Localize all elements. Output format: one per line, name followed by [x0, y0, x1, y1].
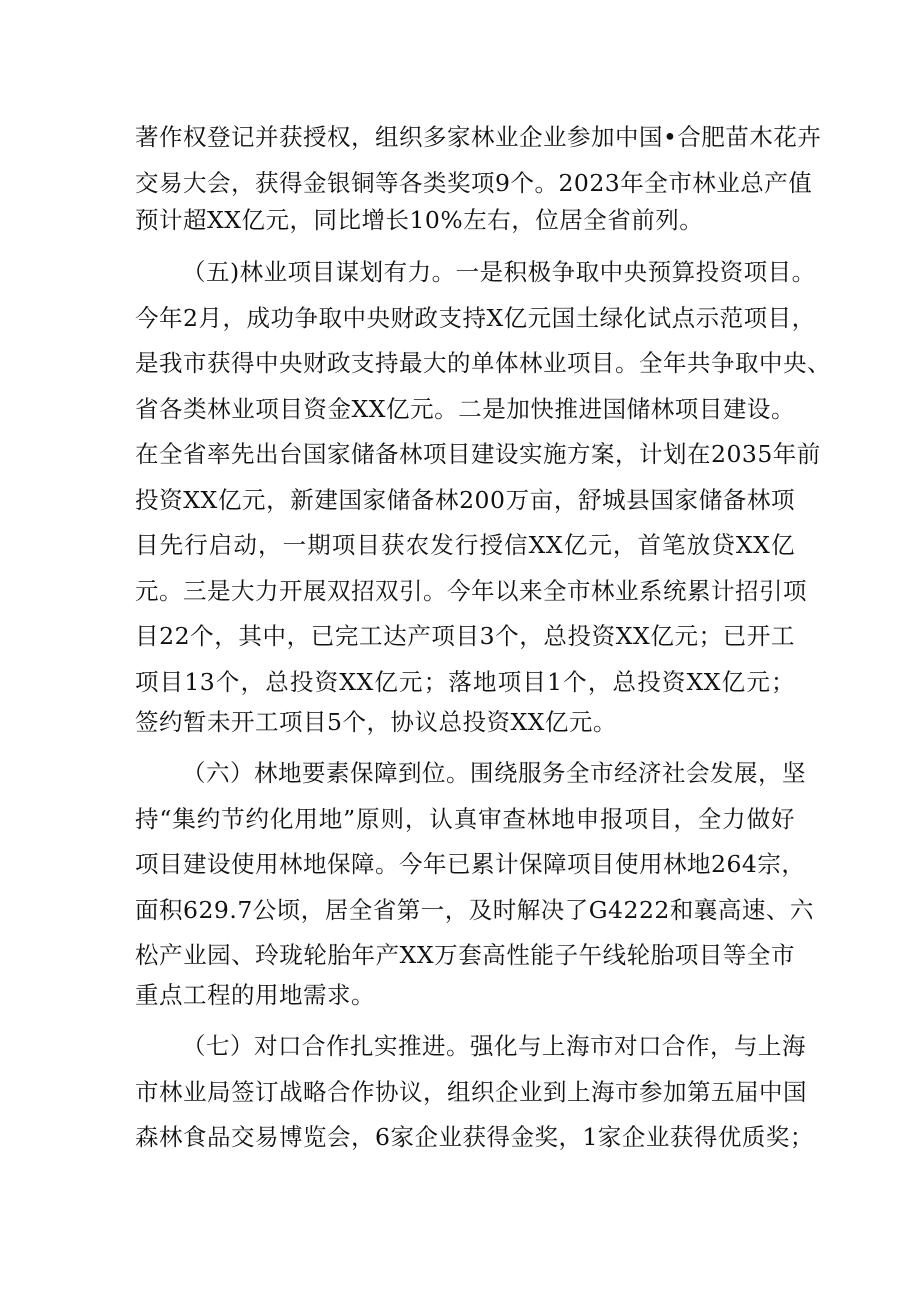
paragraph-heading-line: （五)林业项目谋划有力。一是积极争取中央预算投资项目。 [182, 258, 816, 286]
text-line: 森林食品交易博览会，6家企业获得金奖，1家企业获得优质奖； [135, 1123, 814, 1151]
text-line: 持“集约节约化用地”原则，认真审查林地申报项目，全力做好 [135, 805, 795, 833]
text-line: 重点工程的用地需求。 [135, 981, 375, 1009]
text-line: 今年2月，成功争取中央财政支持X亿元国土绿化试点示范项目， [135, 304, 816, 332]
paragraph-heading-line: （七）对口合作扎实推进。强化与上海市对口合作，与上海 [182, 1032, 806, 1060]
text-line: 在全省率先出台国家储备林项目建设实施方案，计划在2035年前 [135, 440, 821, 468]
text-line: 面积629.7公顷，居全省第一，及时解决了G4222和襄高速、六 [135, 896, 814, 924]
text-line: 签约暂未开工项目5个，协议总投资XX亿元。 [135, 708, 617, 736]
text-line: 目先行启动，一期项目获农发行授信XX亿元，首笔放贷XX亿 [135, 531, 795, 559]
text-line: 元。三是大力开展双招双引。今年以来全市林业系统累计招引项 [135, 577, 807, 605]
text-line: 项目建设使用林地保障。今年已累计保障项目使用林地264宗， [135, 850, 806, 878]
text-line: 投资XX亿元，新建国家储备林200万亩，舒城县国家储备林项 [135, 486, 795, 514]
text-line: 目22个，其中，已完工达产项目3个，总投资XX亿元；已开工 [135, 622, 795, 650]
text-line: 市林业局签订战略合作协议，组织企业到上海市参加第五届中国 [135, 1078, 807, 1106]
text-line: 著作权登记并获授权，组织多家林业企业参加中国•合肥苗木花卉 [135, 123, 822, 151]
text-line: 是我市获得中央财政支持最大的单体林业项目。全年共争取中央、 [135, 349, 831, 377]
text-line: 省各类林业项目资金XX亿元。二是加快推进国储林项目建设。 [135, 395, 795, 423]
text-line: 预计超XX亿元，同比增长10%左右，位居全省前列。 [135, 206, 704, 234]
paragraph-heading-line: （六）林地要素保障到位。围绕服务全市经济社会发展，坚 [182, 759, 806, 787]
text-line: 项目13个，总投资XX亿元；落地项目1个，总投资XX亿元； [135, 668, 795, 696]
text-line: 交易大会，获得金银铜等各类奖项9个。2023年全市林业总产值 [135, 169, 813, 197]
text-line: 松产业园、玲珑轮胎年产XX万套高性能子午线轮胎项目等全市 [135, 941, 795, 969]
